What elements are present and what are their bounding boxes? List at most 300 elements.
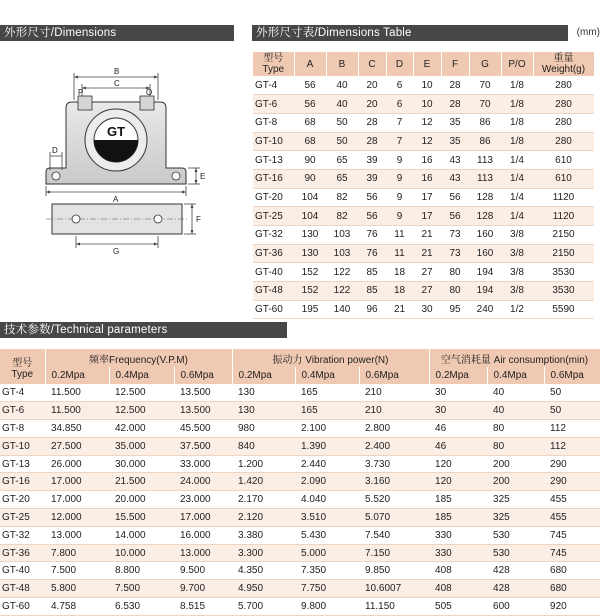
dimension-cell: 21 (413, 226, 441, 245)
parameter-cell: 21.500 (109, 473, 174, 491)
model-cell: GT-6 (253, 95, 294, 114)
dimension-cell: 3/8 (501, 282, 533, 301)
dimension-cell: 104 (294, 207, 326, 226)
table-row (253, 244, 594, 263)
parameter-cell: 17.000 (45, 491, 109, 509)
dimension-cell: 122 (326, 282, 358, 301)
dimension-cell: 3/8 (501, 244, 533, 263)
model-cell: GT-20 (0, 491, 45, 509)
dimensions-table-title: 外形尺寸表/Dimensions Table (252, 25, 568, 41)
dimension-cell: 1/2 (501, 300, 533, 319)
parameter-cell: 120 (429, 455, 487, 473)
dimension-cell: 73 (441, 244, 469, 263)
model-cell: GT-60 (0, 598, 45, 616)
dimension-cell: 17 (413, 207, 441, 226)
dimension-cell: 28 (441, 76, 469, 95)
table-row (253, 95, 594, 114)
dimension-cell: 68 (294, 132, 326, 151)
dimension-cell: 56 (358, 207, 386, 226)
dimension-cell: 56 (441, 207, 469, 226)
dimension-cell: 18 (386, 282, 413, 301)
table-row (0, 526, 600, 544)
type-header: 型号 Type (0, 349, 45, 384)
dimension-cell: 68 (294, 113, 326, 132)
dimension-cell: 18 (386, 263, 413, 282)
dimension-cell: 70 (469, 95, 501, 114)
parameter-cell: 408 (429, 580, 487, 598)
parameter-cell: 11.500 (45, 402, 109, 420)
dimension-cell: 10 (413, 76, 441, 95)
parameter-cell: 600 (487, 598, 544, 616)
dimension-cell: 27 (413, 263, 441, 282)
dimension-cell: 240 (469, 300, 501, 319)
parameter-cell: 8.515 (174, 598, 232, 616)
dimension-cell: 1/4 (501, 207, 533, 226)
parameter-cell: 7.500 (109, 580, 174, 598)
parameter-cell: 10.6007 (359, 580, 429, 598)
parameter-cell: 505 (429, 598, 487, 616)
dimension-cell: 12 (413, 132, 441, 151)
parameter-cell: 165 (295, 402, 359, 420)
dimension-cell: 20 (358, 76, 386, 95)
dimension-cell: 86 (469, 132, 501, 151)
parameter-cell: 7.800 (45, 544, 109, 562)
dim-header-cell: 型号 Type (253, 52, 294, 76)
parameter-cell: 9.850 (359, 562, 429, 580)
parameter-cell: 13.500 (174, 384, 232, 402)
parameter-cell: 5.800 (45, 580, 109, 598)
parameter-cell: 745 (544, 526, 600, 544)
table-row (0, 562, 600, 580)
parameter-cell: 210 (359, 384, 429, 402)
parameter-cell: 3.510 (295, 509, 359, 527)
dimension-cell: 130 (294, 226, 326, 245)
dimension-cell: 10 (413, 95, 441, 114)
parameter-cell: 408 (429, 562, 487, 580)
parameter-cell: 3.160 (359, 473, 429, 491)
dimension-cell: 28 (358, 113, 386, 132)
dimension-cell: 1/8 (501, 113, 533, 132)
label-a: A (113, 195, 119, 204)
parameter-cell: 1.200 (232, 455, 295, 473)
dimension-cell: 39 (358, 169, 386, 188)
dimension-cell: 280 (533, 113, 594, 132)
table-row (253, 113, 594, 132)
parameter-cell: 12.000 (45, 509, 109, 527)
vibrator-dimension-drawing (0, 50, 236, 260)
dimension-cell: 1/4 (501, 169, 533, 188)
parameter-cell: 2.800 (359, 420, 429, 438)
pressure-header-cell: 0.4Mpa (487, 367, 544, 384)
parameter-cell: 30 (429, 384, 487, 402)
dimension-cell: 7 (386, 132, 413, 151)
parameter-cell: 165 (295, 384, 359, 402)
dimension-cell: 9 (386, 188, 413, 207)
parameter-cell: 112 (544, 420, 600, 438)
parameter-cell: 1.390 (295, 437, 359, 455)
parameter-cell: 9.700 (174, 580, 232, 598)
label-b: B (114, 67, 120, 76)
parameter-cell: 15.500 (109, 509, 174, 527)
dimension-cell: 35 (441, 132, 469, 151)
parameter-cell: 185 (429, 491, 487, 509)
model-cell: GT-16 (0, 473, 45, 491)
parameter-cell: 330 (429, 526, 487, 544)
parameter-cell: 13.500 (174, 402, 232, 420)
dimension-cell: 122 (326, 263, 358, 282)
label-g: G (113, 247, 120, 256)
dimension-cell: 1/8 (501, 132, 533, 151)
dimension-cell: 30 (413, 300, 441, 319)
dimension-cell: 76 (358, 226, 386, 245)
parameter-cell: 11.150 (359, 598, 429, 616)
dimension-cell: 280 (533, 76, 594, 95)
dimension-cell: 73 (441, 226, 469, 245)
parameter-cell: 2.170 (232, 491, 295, 509)
table-row (0, 420, 600, 438)
parameter-cell: 210 (359, 402, 429, 420)
pressure-header-cell: 0.4Mpa (109, 367, 174, 384)
dimension-cell: 56 (358, 188, 386, 207)
parameter-cell: 200 (487, 473, 544, 491)
dimension-cell: 195 (294, 300, 326, 319)
dimension-cell: 130 (294, 244, 326, 263)
parameter-cell: 46 (429, 437, 487, 455)
unit-label: (mm) (576, 27, 600, 38)
table-row (253, 169, 594, 188)
pressure-header-cell: 0.2Mpa (232, 367, 295, 384)
parameter-cell: 3.730 (359, 455, 429, 473)
parameter-cell: 17.000 (45, 473, 109, 491)
parameter-cell: 23.000 (174, 491, 232, 509)
parameter-cell: 11.500 (45, 384, 109, 402)
model-cell: GT-8 (0, 420, 45, 438)
gt-logo: GT (106, 124, 126, 139)
dimension-cell: 3530 (533, 282, 594, 301)
table-row (0, 384, 600, 402)
dimension-cell: 85 (358, 282, 386, 301)
dimensions-table-header (253, 52, 594, 76)
model-cell: GT-20 (253, 188, 294, 207)
table-row (0, 509, 600, 527)
dimension-cell: 113 (469, 151, 501, 170)
dimension-cell: 2150 (533, 244, 594, 263)
model-cell: GT-60 (253, 300, 294, 319)
dimension-cell: 80 (441, 282, 469, 301)
parameter-cell: 2.400 (359, 437, 429, 455)
dimension-cell: 85 (358, 263, 386, 282)
pressure-header-cell: 0.2Mpa (45, 367, 109, 384)
parameter-cell: 290 (544, 473, 600, 491)
model-cell: GT-25 (0, 509, 45, 527)
parameter-cell: 80 (487, 437, 544, 455)
model-cell: GT-40 (0, 562, 45, 580)
table-row (253, 263, 594, 282)
table-row (0, 544, 600, 562)
parameter-cell: 27.500 (45, 437, 109, 455)
table-row (253, 300, 594, 319)
dimension-cell: 82 (326, 207, 358, 226)
dimension-cell: 43 (441, 169, 469, 188)
parameter-cell: 37.500 (174, 437, 232, 455)
dim-header-cell: E (413, 52, 441, 76)
table-row (253, 76, 594, 95)
dimension-cell: 128 (469, 188, 501, 207)
parameter-cell: 5.000 (295, 544, 359, 562)
parameter-cell: 3.300 (232, 544, 295, 562)
dimension-cell: 65 (326, 151, 358, 170)
table-row (253, 188, 594, 207)
parameter-cell: 185 (429, 509, 487, 527)
parameter-cell: 13.000 (45, 526, 109, 544)
dimension-cell: 3/8 (501, 226, 533, 245)
pressure-header-row (0, 367, 600, 384)
parameter-cell: 112 (544, 437, 600, 455)
parameter-cell: 2.120 (232, 509, 295, 527)
parameter-cell: 40 (487, 402, 544, 420)
parameter-cell: 2.090 (295, 473, 359, 491)
parameter-cell: 120 (429, 473, 487, 491)
dimension-cell: 40 (326, 76, 358, 95)
dimension-cell: 65 (326, 169, 358, 188)
dimensions-section-title: 外形尺寸/Dimensions (0, 25, 234, 41)
dim-header-cell: 重量 Weight(g) (533, 52, 594, 76)
frequency-header: 频率Frequency(V.P.M) (45, 349, 232, 367)
parameter-cell: 30 (429, 402, 487, 420)
dim-header-cell: D (386, 52, 413, 76)
dimension-cell: 3/8 (501, 263, 533, 282)
dimension-cell: 104 (294, 188, 326, 207)
model-cell: GT-4 (253, 76, 294, 95)
dim-header-cell: A (294, 52, 326, 76)
dimension-cell: 1120 (533, 207, 594, 226)
air-consumption-header: 空气消耗量 Air consumption(min) (429, 349, 600, 367)
model-cell: GT-16 (253, 169, 294, 188)
parameter-cell: 13.000 (174, 544, 232, 562)
dimension-cell: 39 (358, 151, 386, 170)
parameter-cell: 4.040 (295, 491, 359, 509)
model-cell: GT-32 (253, 226, 294, 245)
dim-header-cell: B (326, 52, 358, 76)
model-cell: GT-32 (0, 526, 45, 544)
dimension-cell: 27 (413, 282, 441, 301)
dimension-cell: 56 (441, 188, 469, 207)
dimension-cell: 9 (386, 169, 413, 188)
parameter-cell: 7.350 (295, 562, 359, 580)
dimension-cell: 96 (358, 300, 386, 319)
dimension-cell: 28 (441, 95, 469, 114)
table-row (253, 151, 594, 170)
dimension-cell: 40 (326, 95, 358, 114)
dimension-cell: 90 (294, 169, 326, 188)
dimension-cell: 194 (469, 263, 501, 282)
dimension-cell: 1/4 (501, 151, 533, 170)
model-cell: GT-36 (0, 544, 45, 562)
parameter-cell: 6.530 (109, 598, 174, 616)
dimension-cell: 9 (386, 151, 413, 170)
dimension-cell: 56 (294, 95, 326, 114)
label-o: O (146, 88, 153, 97)
dimension-cell: 16 (413, 169, 441, 188)
dimension-cell: 56 (294, 76, 326, 95)
dimension-cell: 160 (469, 244, 501, 263)
parameter-cell: 455 (544, 491, 600, 509)
parameter-cell: 45.500 (174, 420, 232, 438)
parameter-cell: 130 (232, 384, 295, 402)
parameter-cell: 680 (544, 562, 600, 580)
parameter-cell: 455 (544, 509, 600, 527)
parameter-cell: 50 (544, 402, 600, 420)
table-row (0, 437, 600, 455)
parameter-cell: 24.000 (174, 473, 232, 491)
dim-header-cell: G (469, 52, 501, 76)
dimension-cell: 21 (413, 244, 441, 263)
parameter-cell: 20.000 (109, 491, 174, 509)
dimension-cell: 7 (386, 113, 413, 132)
table-row (0, 580, 600, 598)
parameter-cell: 745 (544, 544, 600, 562)
vibration-power-header: 振动力 Vibration power(N) (232, 349, 429, 367)
parameter-cell: 33.000 (174, 455, 232, 473)
dimension-cell: 50 (326, 132, 358, 151)
parameter-cell: 7.150 (359, 544, 429, 562)
label-e: E (200, 172, 206, 181)
parameter-cell: 840 (232, 437, 295, 455)
dimension-cell: 1/8 (501, 76, 533, 95)
pressure-header-cell: 0.6Mpa (174, 367, 232, 384)
dimension-cell: 86 (469, 113, 501, 132)
parameter-cell: 7.750 (295, 580, 359, 598)
table-row (253, 132, 594, 151)
model-cell: GT-4 (0, 384, 45, 402)
dimension-cell: 80 (441, 263, 469, 282)
parameter-cell: 530 (487, 544, 544, 562)
parameter-cell: 290 (544, 455, 600, 473)
dimension-cell: 2150 (533, 226, 594, 245)
dimension-cell: 50 (326, 113, 358, 132)
parameter-cell: 2.440 (295, 455, 359, 473)
parameter-cell: 46 (429, 420, 487, 438)
parameter-cell: 17.000 (174, 509, 232, 527)
dimension-cell: 12 (413, 113, 441, 132)
table-row (0, 402, 600, 420)
technical-section-title: 技术参数/Technical parameters (0, 322, 287, 338)
dimension-cell: 103 (326, 226, 358, 245)
model-cell: GT-13 (253, 151, 294, 170)
dimension-cell: 28 (358, 132, 386, 151)
model-cell: GT-10 (253, 132, 294, 151)
dimension-cell: 610 (533, 151, 594, 170)
table-row (0, 455, 600, 473)
parameter-cell: 35.000 (109, 437, 174, 455)
label-f: F (196, 215, 201, 224)
label-c: C (114, 79, 120, 88)
parameter-cell: 4.350 (232, 562, 295, 580)
parameter-cell: 16.000 (174, 526, 232, 544)
model-cell: GT-40 (253, 263, 294, 282)
dimension-cell: 35 (441, 113, 469, 132)
dimension-cell: 20 (358, 95, 386, 114)
parameter-cell: 9.500 (174, 562, 232, 580)
pressure-header-cell: 0.6Mpa (544, 367, 600, 384)
technical-header-groups (0, 349, 600, 367)
parameter-cell: 50 (544, 384, 600, 402)
parameter-cell: 4.950 (232, 580, 295, 598)
dimension-cell: 17 (413, 188, 441, 207)
dimensions-table (253, 52, 595, 319)
parameter-cell: 9.800 (295, 598, 359, 616)
parameter-cell: 7.540 (359, 526, 429, 544)
parameter-cell: 34.850 (45, 420, 109, 438)
table-row (253, 282, 594, 301)
dimension-cell: 43 (441, 151, 469, 170)
dimension-cell: 9 (386, 207, 413, 226)
table-row (0, 473, 600, 491)
dimension-cell: 610 (533, 169, 594, 188)
dimension-cell: 152 (294, 282, 326, 301)
dimension-cell: 3530 (533, 263, 594, 282)
model-cell: GT-10 (0, 437, 45, 455)
dimension-cell: 1120 (533, 188, 594, 207)
parameter-cell: 428 (487, 580, 544, 598)
dimension-cell: 21 (386, 300, 413, 319)
parameter-cell: 12.500 (109, 384, 174, 402)
dimension-cell: 128 (469, 207, 501, 226)
parameter-cell: 26.000 (45, 455, 109, 473)
model-cell: GT-48 (253, 282, 294, 301)
technical-parameters-table (0, 349, 601, 616)
dimension-cell: 1/8 (501, 95, 533, 114)
parameter-cell: 428 (487, 562, 544, 580)
parameter-cell: 5.520 (359, 491, 429, 509)
dimension-cell: 152 (294, 263, 326, 282)
dimension-cell: 11 (386, 226, 413, 245)
table-row (0, 491, 600, 509)
dimension-cell: 280 (533, 132, 594, 151)
parameter-cell: 42.000 (109, 420, 174, 438)
parameter-cell: 5.700 (232, 598, 295, 616)
model-cell: GT-36 (253, 244, 294, 263)
dimension-cell: 16 (413, 151, 441, 170)
table-row (253, 226, 594, 245)
parameter-cell: 40 (487, 384, 544, 402)
parameter-cell: 5.070 (359, 509, 429, 527)
parameter-cell: 5.430 (295, 526, 359, 544)
dim-header-cell: P/O (501, 52, 533, 76)
dimension-cell: 82 (326, 188, 358, 207)
parameter-cell: 8.800 (109, 562, 174, 580)
dimension-cell: 76 (358, 244, 386, 263)
model-cell: GT-6 (0, 402, 45, 420)
parameter-cell: 14.000 (109, 526, 174, 544)
dim-header-cell: F (441, 52, 469, 76)
parameter-cell: 3.380 (232, 526, 295, 544)
pressure-header-cell: 0.4Mpa (295, 367, 359, 384)
parameter-cell: 1.420 (232, 473, 295, 491)
parameter-cell: 680 (544, 580, 600, 598)
parameter-cell: 10.000 (109, 544, 174, 562)
dimension-cell: 70 (469, 76, 501, 95)
dimension-cell: 1/4 (501, 188, 533, 207)
table-row (253, 207, 594, 226)
parameter-cell: 920 (544, 598, 600, 616)
dimension-cell: 6 (386, 76, 413, 95)
label-p: P (78, 88, 84, 97)
dimension-cell: 103 (326, 244, 358, 263)
dimension-cell: 5590 (533, 300, 594, 319)
parameter-cell: 2.100 (295, 420, 359, 438)
dim-header-cell: C (358, 52, 386, 76)
